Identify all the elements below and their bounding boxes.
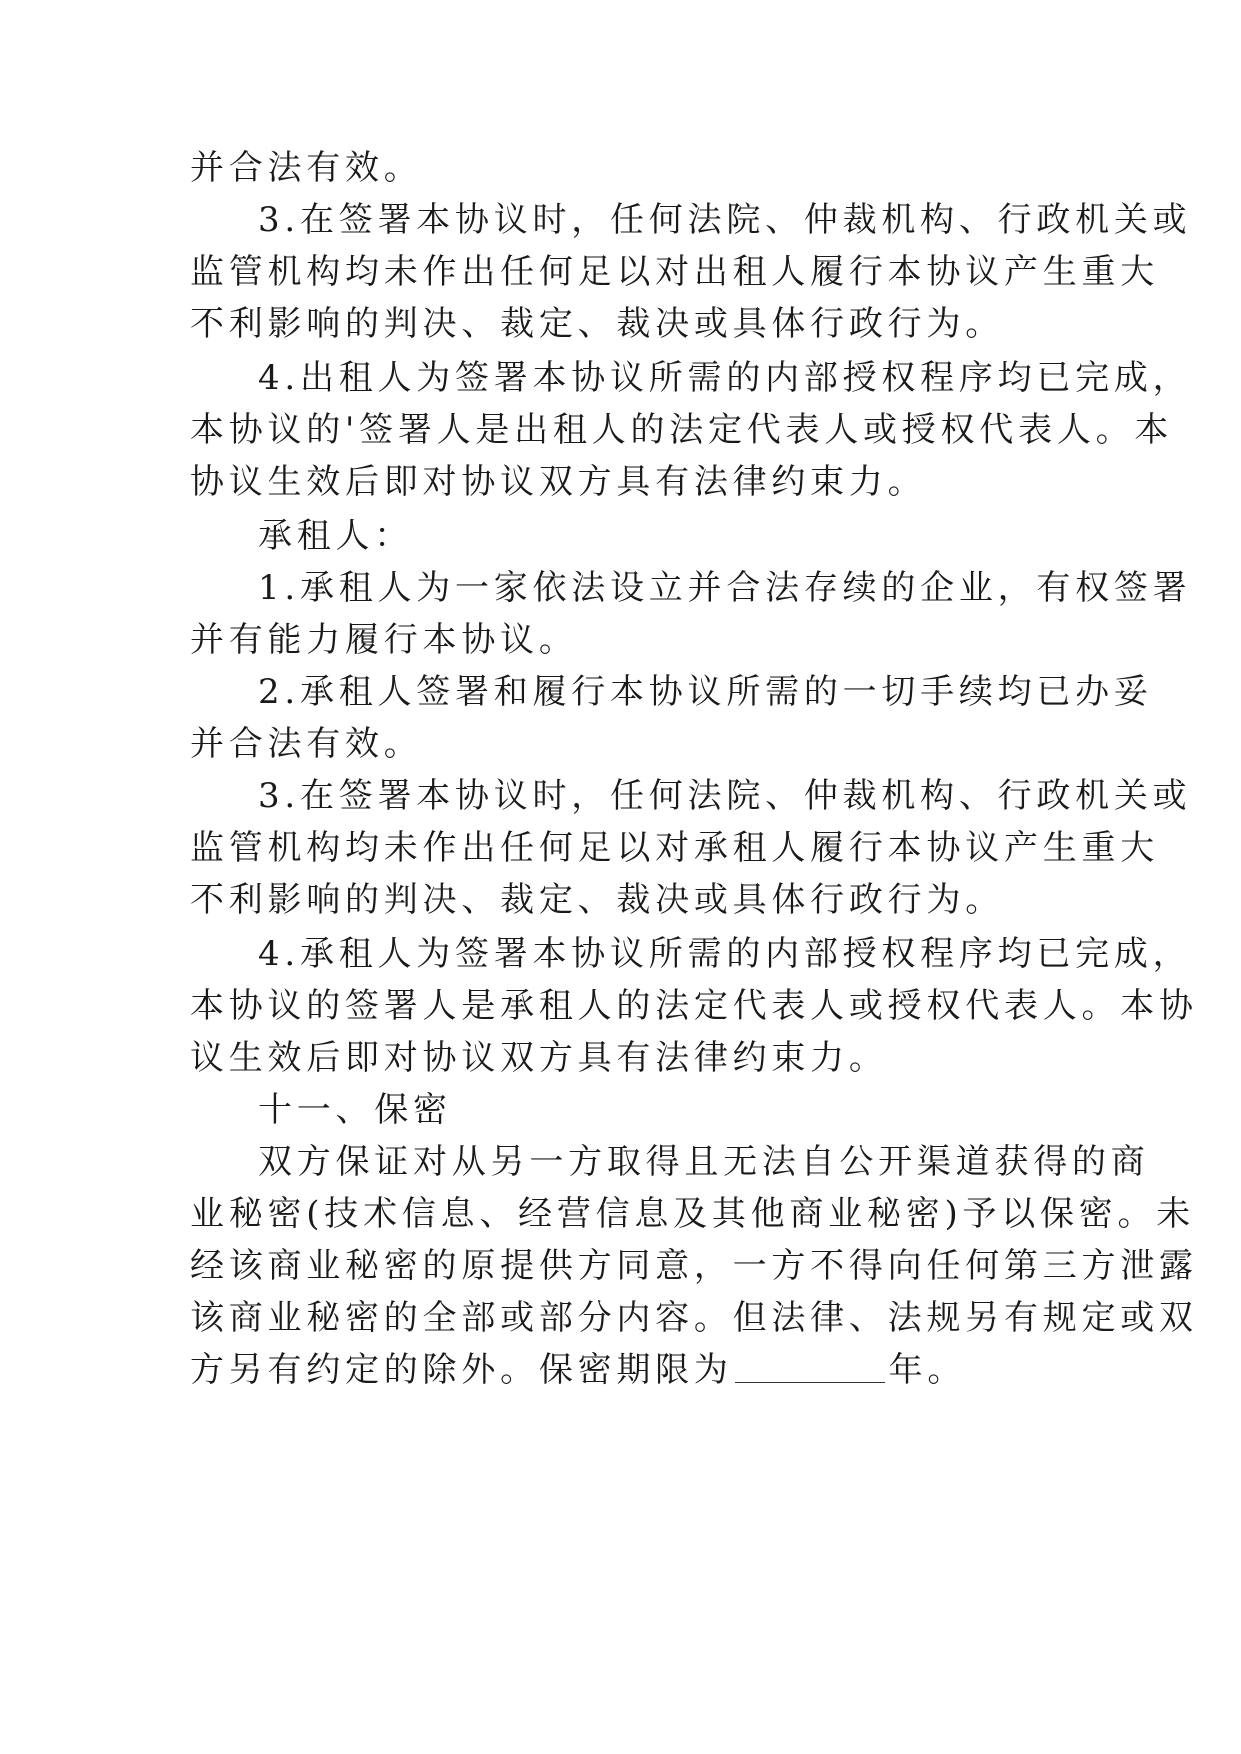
fill-in-blank[interactable] bbox=[735, 1352, 885, 1383]
text-line: 本协议的签署人是承租人的法定代表人或授权代表人。本协 bbox=[190, 986, 1198, 1026]
text-line: 不利影响的判决、裁定、裁决或具体行政行为。 bbox=[190, 880, 1004, 920]
text-fragment: 方另有约定的除外。保密期限为 bbox=[190, 1350, 733, 1390]
text-line: 该商业秘密的全部或部分内容。但法律、法规另有规定或双 bbox=[190, 1298, 1198, 1338]
text-line: 监管机构均未作出任何足以对出租人履行本协议产生重大 bbox=[190, 252, 1159, 292]
text-line: 本协议的'签署人是出租人的法定代表人或授权代表人。本 bbox=[190, 410, 1174, 450]
text-line: 监管机构均未作出任何足以对承租人履行本协议产生重大 bbox=[190, 828, 1159, 868]
text-line: 3.在签署本协议时，任何法院、仲裁机构、行政机关或 bbox=[258, 200, 1192, 240]
section-label: 承租人： bbox=[258, 516, 414, 556]
text-line: 不利影响的判决、裁定、裁决或具体行政行为。 bbox=[190, 304, 1004, 344]
text-line: 议生效后即对协议双方具有法律约束力。 bbox=[190, 1038, 888, 1078]
text-line: 协议生效后即对协议双方具有法律约束力。 bbox=[190, 462, 927, 502]
text-line: 并有能力履行本协议。 bbox=[190, 620, 578, 660]
text-fragment: 年。 bbox=[888, 1350, 967, 1390]
text-line-with-blank bbox=[190, 1350, 1070, 1390]
text-line: 并合法有效。 bbox=[190, 724, 423, 764]
text-line: 经该商业秘密的原提供方同意，一方不得向任何第三方泄露 bbox=[190, 1246, 1198, 1286]
text-line: 4.出租人为签署本协议所需的内部授权程序均已完成， bbox=[258, 358, 1192, 398]
text-line: 双方保证对从另一方取得且无法自公开渠道获得的商 bbox=[258, 1142, 1150, 1182]
text-line: 并合法有效。 bbox=[190, 148, 423, 188]
text-line: 4.承租人为签署本协议所需的内部授权程序均已完成， bbox=[258, 934, 1192, 974]
text-line: 业秘密(技术信息、经营信息及其他商业秘密)予以保密。未 bbox=[190, 1194, 1196, 1234]
section-heading: 十一、保密 bbox=[258, 1090, 452, 1130]
text-line: 2.承租人签署和履行本协议所需的一切手续均已办妥 bbox=[258, 672, 1153, 712]
text-line: 3.在签署本协议时，任何法院、仲裁机构、行政机关或 bbox=[258, 776, 1192, 816]
text-line: 1.承租人为一家依法设立并合法存续的企业，有权签署 bbox=[258, 568, 1192, 608]
